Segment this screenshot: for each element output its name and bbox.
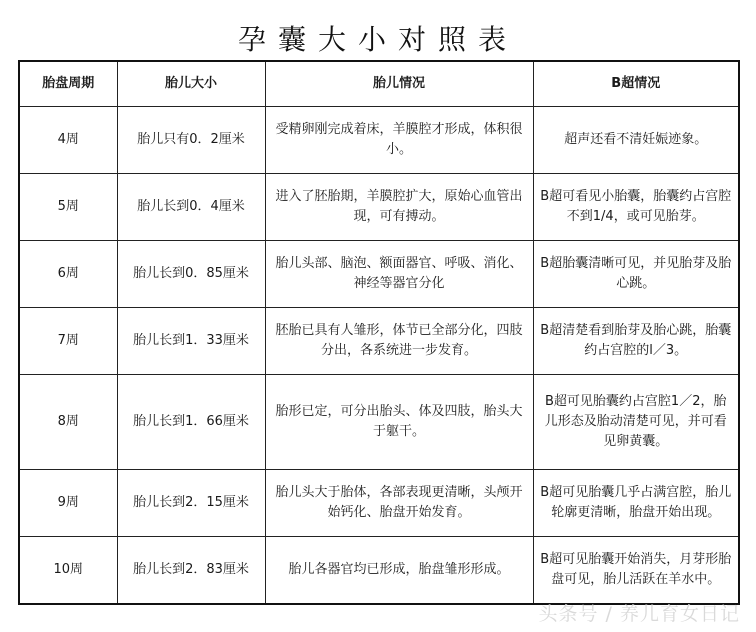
header-size: 胎儿大小 xyxy=(117,61,265,107)
cell-ultrasound: B超可见胎囊约占宫腔1／2，胎儿形态及胎动清楚可见，并可看见卵黄囊。 xyxy=(533,375,739,469)
cell-ultrasound: B超胎囊清晰可见，并见胎芽及胎心跳。 xyxy=(533,241,739,308)
table-row xyxy=(19,308,739,375)
cell-condition: 进入了胚胎期，羊膜腔扩大，原始心血管出现，可有搏动。 xyxy=(265,174,533,241)
cell-size: 胎儿长到0．85厘米 xyxy=(117,241,265,308)
watermark: 头条号 / 养儿育女日记 xyxy=(538,603,740,625)
cell-period: 7周 xyxy=(19,308,117,375)
cell-condition: 胎儿头部、脑泡、额面器官、呼吸、消化、神经等器官分化 xyxy=(265,241,533,308)
cell-period: 5周 xyxy=(19,174,117,241)
cell-period: 8周 xyxy=(19,375,117,469)
table-row xyxy=(19,107,739,174)
cell-condition: 受精卵刚完成着床，羊膜腔才形成，体积很小。 xyxy=(265,107,533,174)
table-row xyxy=(19,241,739,308)
cell-condition: 胎形已定，可分出胎头、体及四肢，胎头大于躯干。 xyxy=(265,375,533,469)
cell-size: 胎儿长到1．66厘米 xyxy=(117,375,265,469)
cell-ultrasound: B超清楚看到胎芽及胎心跳，胎囊约占宫腔的l／3。 xyxy=(533,308,739,375)
header-ultrasound: B超情况 xyxy=(533,61,739,107)
cell-ultrasound: B超可见胎囊开始消失，月芽形胎盘可见，胎儿活跃在羊水中。 xyxy=(533,536,739,604)
table-row xyxy=(19,536,739,604)
comparison-table xyxy=(18,60,740,605)
page-title: 孕囊大小对照表 xyxy=(237,23,518,56)
cell-period: 10周 xyxy=(19,536,117,604)
cell-condition: 胚胎已具有人雏形，体节已全部分化，四肢分出，各系统进一步发育。 xyxy=(265,308,533,375)
cell-size: 胎儿长到2．15厘米 xyxy=(117,469,265,536)
cell-size: 胎儿长到2．83厘米 xyxy=(117,536,265,604)
cell-size: 胎儿长到0．4厘米 xyxy=(117,174,265,241)
table-row xyxy=(19,469,739,536)
cell-period: 9周 xyxy=(19,469,117,536)
table-row xyxy=(19,375,739,469)
table-row xyxy=(19,174,739,241)
table-header-row xyxy=(19,61,739,107)
cell-condition: 胎儿各器官均已形成，胎盘雏形形成。 xyxy=(265,536,533,604)
cell-size: 胎儿只有0．2厘米 xyxy=(117,107,265,174)
header-period: 胎盘周期 xyxy=(19,61,117,107)
header-condition: 胎儿情况 xyxy=(265,61,533,107)
cell-condition: 胎儿头大于胎体，各部表现更清晰，头颅开始钙化、胎盘开始发育。 xyxy=(265,469,533,536)
cell-ultrasound: 超声还看不清妊娠迹象。 xyxy=(533,107,739,174)
cell-ultrasound: B超可见胎囊几乎占满宫腔，胎儿轮廓更清晰，胎盘开始出现。 xyxy=(533,469,739,536)
cell-period: 6周 xyxy=(19,241,117,308)
cell-ultrasound: B超可看见小胎囊，胎囊约占宫腔不到1/4，或可见胎芽。 xyxy=(533,174,739,241)
cell-period: 4周 xyxy=(19,107,117,174)
cell-size: 胎儿长到1．33厘米 xyxy=(117,308,265,375)
